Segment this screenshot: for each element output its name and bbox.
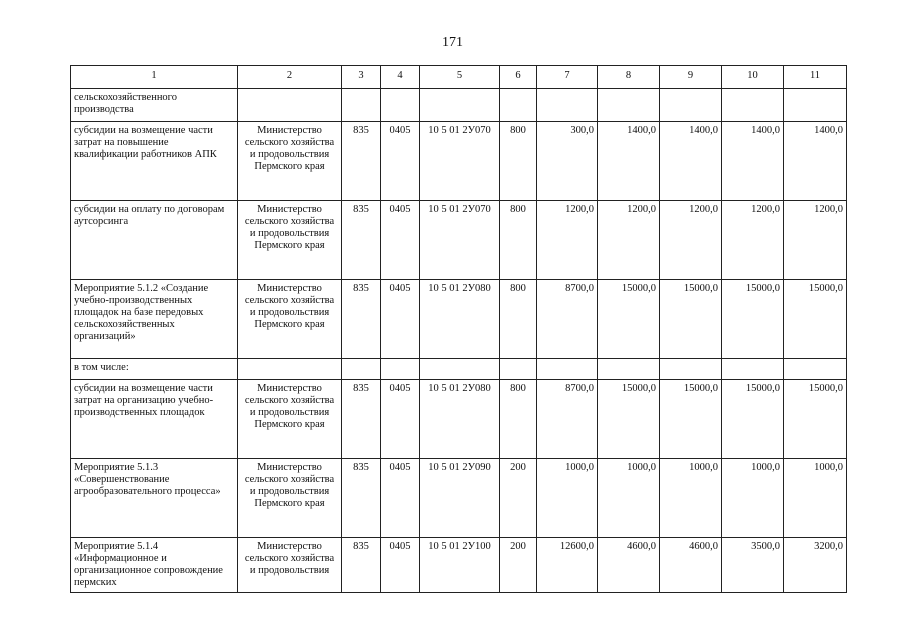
value-col-9: 1200,0 [660,201,722,280]
value-col-8: 15000,0 [598,280,660,359]
responsible-org: Министерство сельского хозяйства и продовольствия Пермского края [238,380,342,459]
table-row [71,359,847,380]
expense-type-code: 800 [500,380,537,459]
target-article-code: 10 5 01 2У080 [420,380,500,459]
value-col-8: 1000,0 [598,459,660,538]
budget-table [70,65,847,593]
item-name: субсидии на возмещение части затрат на организацию учебно-производственных площадок [71,380,238,459]
value-col-11: 1400,0 [784,122,847,201]
value-col-8: 15000,0 [598,380,660,459]
expense-type-code: 800 [500,122,537,201]
value-col-11: 3200,0 [784,538,847,593]
value-col-11: 1200,0 [784,201,847,280]
target-article-code [420,89,500,122]
table-row [71,280,847,359]
target-article-code: 10 5 01 2У070 [420,201,500,280]
value-col-7: 300,0 [537,122,598,201]
responsible-org [238,359,342,380]
value-col-7: 1200,0 [537,201,598,280]
value-col-8: 4600,0 [598,538,660,593]
section-code [381,89,420,122]
value-col-8 [598,89,660,122]
value-col-10: 1200,0 [722,201,784,280]
expense-type-code: 800 [500,280,537,359]
column-header: 10 [722,66,784,89]
value-col-9: 15000,0 [660,380,722,459]
value-col-10: 1000,0 [722,459,784,538]
expense-type-code: 800 [500,201,537,280]
table-row [71,89,847,122]
column-header: 7 [537,66,598,89]
grbs-code [342,89,381,122]
responsible-org [238,89,342,122]
header-row [71,66,847,89]
section-code: 0405 [381,459,420,538]
grbs-code: 835 [342,201,381,280]
value-col-10: 3500,0 [722,538,784,593]
item-name: субсидии на оплату по договорам аутсорсинга [71,201,238,280]
target-article-code: 10 5 01 2У080 [420,280,500,359]
value-col-11: 1000,0 [784,459,847,538]
value-col-10: 15000,0 [722,380,784,459]
section-code: 0405 [381,122,420,201]
item-name: субсидии на возмещение части затрат на повышение квалификации работников АПК [71,122,238,201]
expense-type-code [500,89,537,122]
grbs-code: 835 [342,380,381,459]
responsible-org: Министерство сельского хозяйства и продовольствия Пермского края [238,201,342,280]
value-col-7: 1000,0 [537,459,598,538]
value-col-9: 1400,0 [660,122,722,201]
table-row [71,459,847,538]
page-number: 171 [442,35,463,50]
grbs-code: 835 [342,459,381,538]
column-header: 5 [420,66,500,89]
value-col-11 [784,89,847,122]
target-article-code: 10 5 01 2У090 [420,459,500,538]
responsible-org: Министерство сельского хозяйства и продовольствия Пермского края [238,122,342,201]
section-code: 0405 [381,380,420,459]
responsible-org: Министерство сельского хозяйства и продовольствия [238,538,342,593]
column-header: 6 [500,66,537,89]
expense-type-code: 200 [500,459,537,538]
value-col-11 [784,359,847,380]
column-header: 3 [342,66,381,89]
value-col-10 [722,359,784,380]
column-header: 2 [238,66,342,89]
table-row [71,380,847,459]
value-col-11: 15000,0 [784,280,847,359]
value-col-8 [598,359,660,380]
grbs-code: 835 [342,122,381,201]
value-col-8: 1200,0 [598,201,660,280]
value-col-9: 4600,0 [660,538,722,593]
column-header: 1 [71,66,238,89]
value-col-8: 1400,0 [598,122,660,201]
grbs-code [342,359,381,380]
column-header: 4 [381,66,420,89]
item-name: Мероприятие 5.1.2 «Создание учебно-производственных площадок на базе передовых сельскохозяйственных организаций» [71,280,238,359]
value-col-10 [722,89,784,122]
table-row [71,122,847,201]
value-col-10: 1400,0 [722,122,784,201]
value-col-9 [660,89,722,122]
section-code: 0405 [381,538,420,593]
value-col-10: 15000,0 [722,280,784,359]
table-row [71,538,847,593]
value-col-7 [537,359,598,380]
column-header: 9 [660,66,722,89]
section-code: 0405 [381,201,420,280]
target-article-code: 10 5 01 2У070 [420,122,500,201]
table-row [71,201,847,280]
section-code [381,359,420,380]
value-col-9: 15000,0 [660,280,722,359]
value-col-7: 8700,0 [537,380,598,459]
grbs-code: 835 [342,538,381,593]
value-col-9: 1000,0 [660,459,722,538]
value-col-7: 12600,0 [537,538,598,593]
responsible-org: Министерство сельского хозяйства и продовольствия Пермского края [238,280,342,359]
expense-type-code: 200 [500,538,537,593]
item-name: сельскохозяйственного производства [71,89,238,122]
expense-type-code [500,359,537,380]
value-col-11: 15000,0 [784,380,847,459]
grbs-code: 835 [342,280,381,359]
target-article-code: 10 5 01 2У100 [420,538,500,593]
value-col-9 [660,359,722,380]
value-col-7 [537,89,598,122]
column-header: 11 [784,66,847,89]
item-name: Мероприятие 5.1.4 «Информационное и организационное сопровождение пермских [71,538,238,593]
value-col-7: 8700,0 [537,280,598,359]
column-header: 8 [598,66,660,89]
responsible-org: Министерство сельского хозяйства и продовольствия Пермского края [238,459,342,538]
item-name: Мероприятие 5.1.3 «Совершенствование агрообразовательного процесса» [71,459,238,538]
item-name: в том числе: [71,359,238,380]
target-article-code [420,359,500,380]
section-code: 0405 [381,280,420,359]
